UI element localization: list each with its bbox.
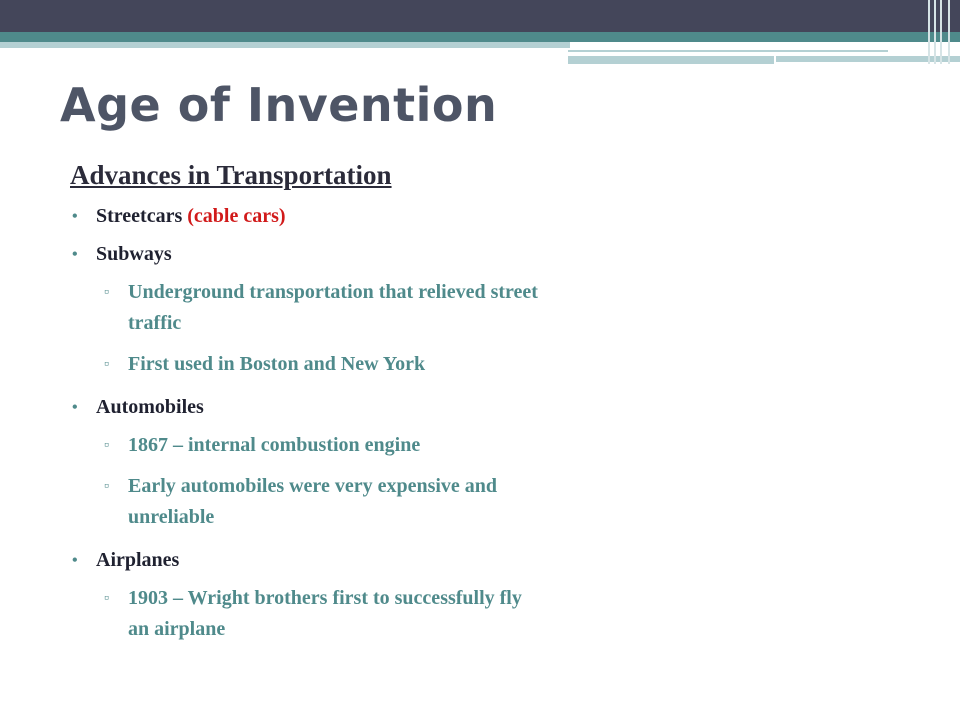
sub-bullet-item xyxy=(72,471,542,533)
header-line xyxy=(0,42,570,48)
header-line xyxy=(568,56,774,64)
bullet-dot-icon: • xyxy=(72,552,78,569)
sub-bullet-text: First used in Boston and New York xyxy=(128,353,426,375)
bullet-text: Automobiles xyxy=(96,396,204,418)
square-bullet-icon: ▫ xyxy=(104,438,109,453)
bullet-item-subways xyxy=(72,242,542,267)
sub-bullet-text: Early automobiles were very expensive and unreliable xyxy=(128,475,498,528)
sub-bullet-item xyxy=(72,430,542,461)
bullet-text: Subways xyxy=(96,243,172,265)
bullet-item-airplanes xyxy=(72,548,542,573)
header-bar xyxy=(0,0,960,32)
sub-bullet-text: Underground transportation that relieved street traffic xyxy=(128,281,538,334)
square-bullet-icon: ▫ xyxy=(104,285,109,300)
square-bullet-icon: ▫ xyxy=(104,479,109,494)
sub-bullet-text: 1867 – internal combustion engine xyxy=(128,434,421,456)
square-bullet-icon: ▫ xyxy=(104,357,109,372)
bullet-text: Airplanes xyxy=(96,549,180,571)
bullet-item-streetcars xyxy=(72,204,542,229)
sub-bullet-text: 1903 – Wright brothers first to successfully fly an airplane xyxy=(128,587,522,640)
bullet-item-automobiles xyxy=(72,395,542,420)
slide-subtitle: Advances in Transportation xyxy=(70,160,392,190)
square-bullet-icon: ▫ xyxy=(104,591,109,606)
header-stripe xyxy=(0,32,960,42)
header-line xyxy=(568,50,888,52)
slide-title: Age of Invention xyxy=(60,78,498,132)
bullet-dot-icon: • xyxy=(72,246,78,263)
bullet-list xyxy=(72,204,542,645)
bullet-text: Streetcars xyxy=(96,205,183,227)
bullet-dot-icon: • xyxy=(72,208,78,225)
bullet-highlight: (cable cars) xyxy=(187,205,286,227)
corner-decoration xyxy=(924,0,960,64)
sub-bullet-item xyxy=(72,349,542,380)
bullet-dot-icon: • xyxy=(72,399,78,416)
sub-bullet-item xyxy=(72,583,542,645)
sub-bullet-item xyxy=(72,277,542,339)
